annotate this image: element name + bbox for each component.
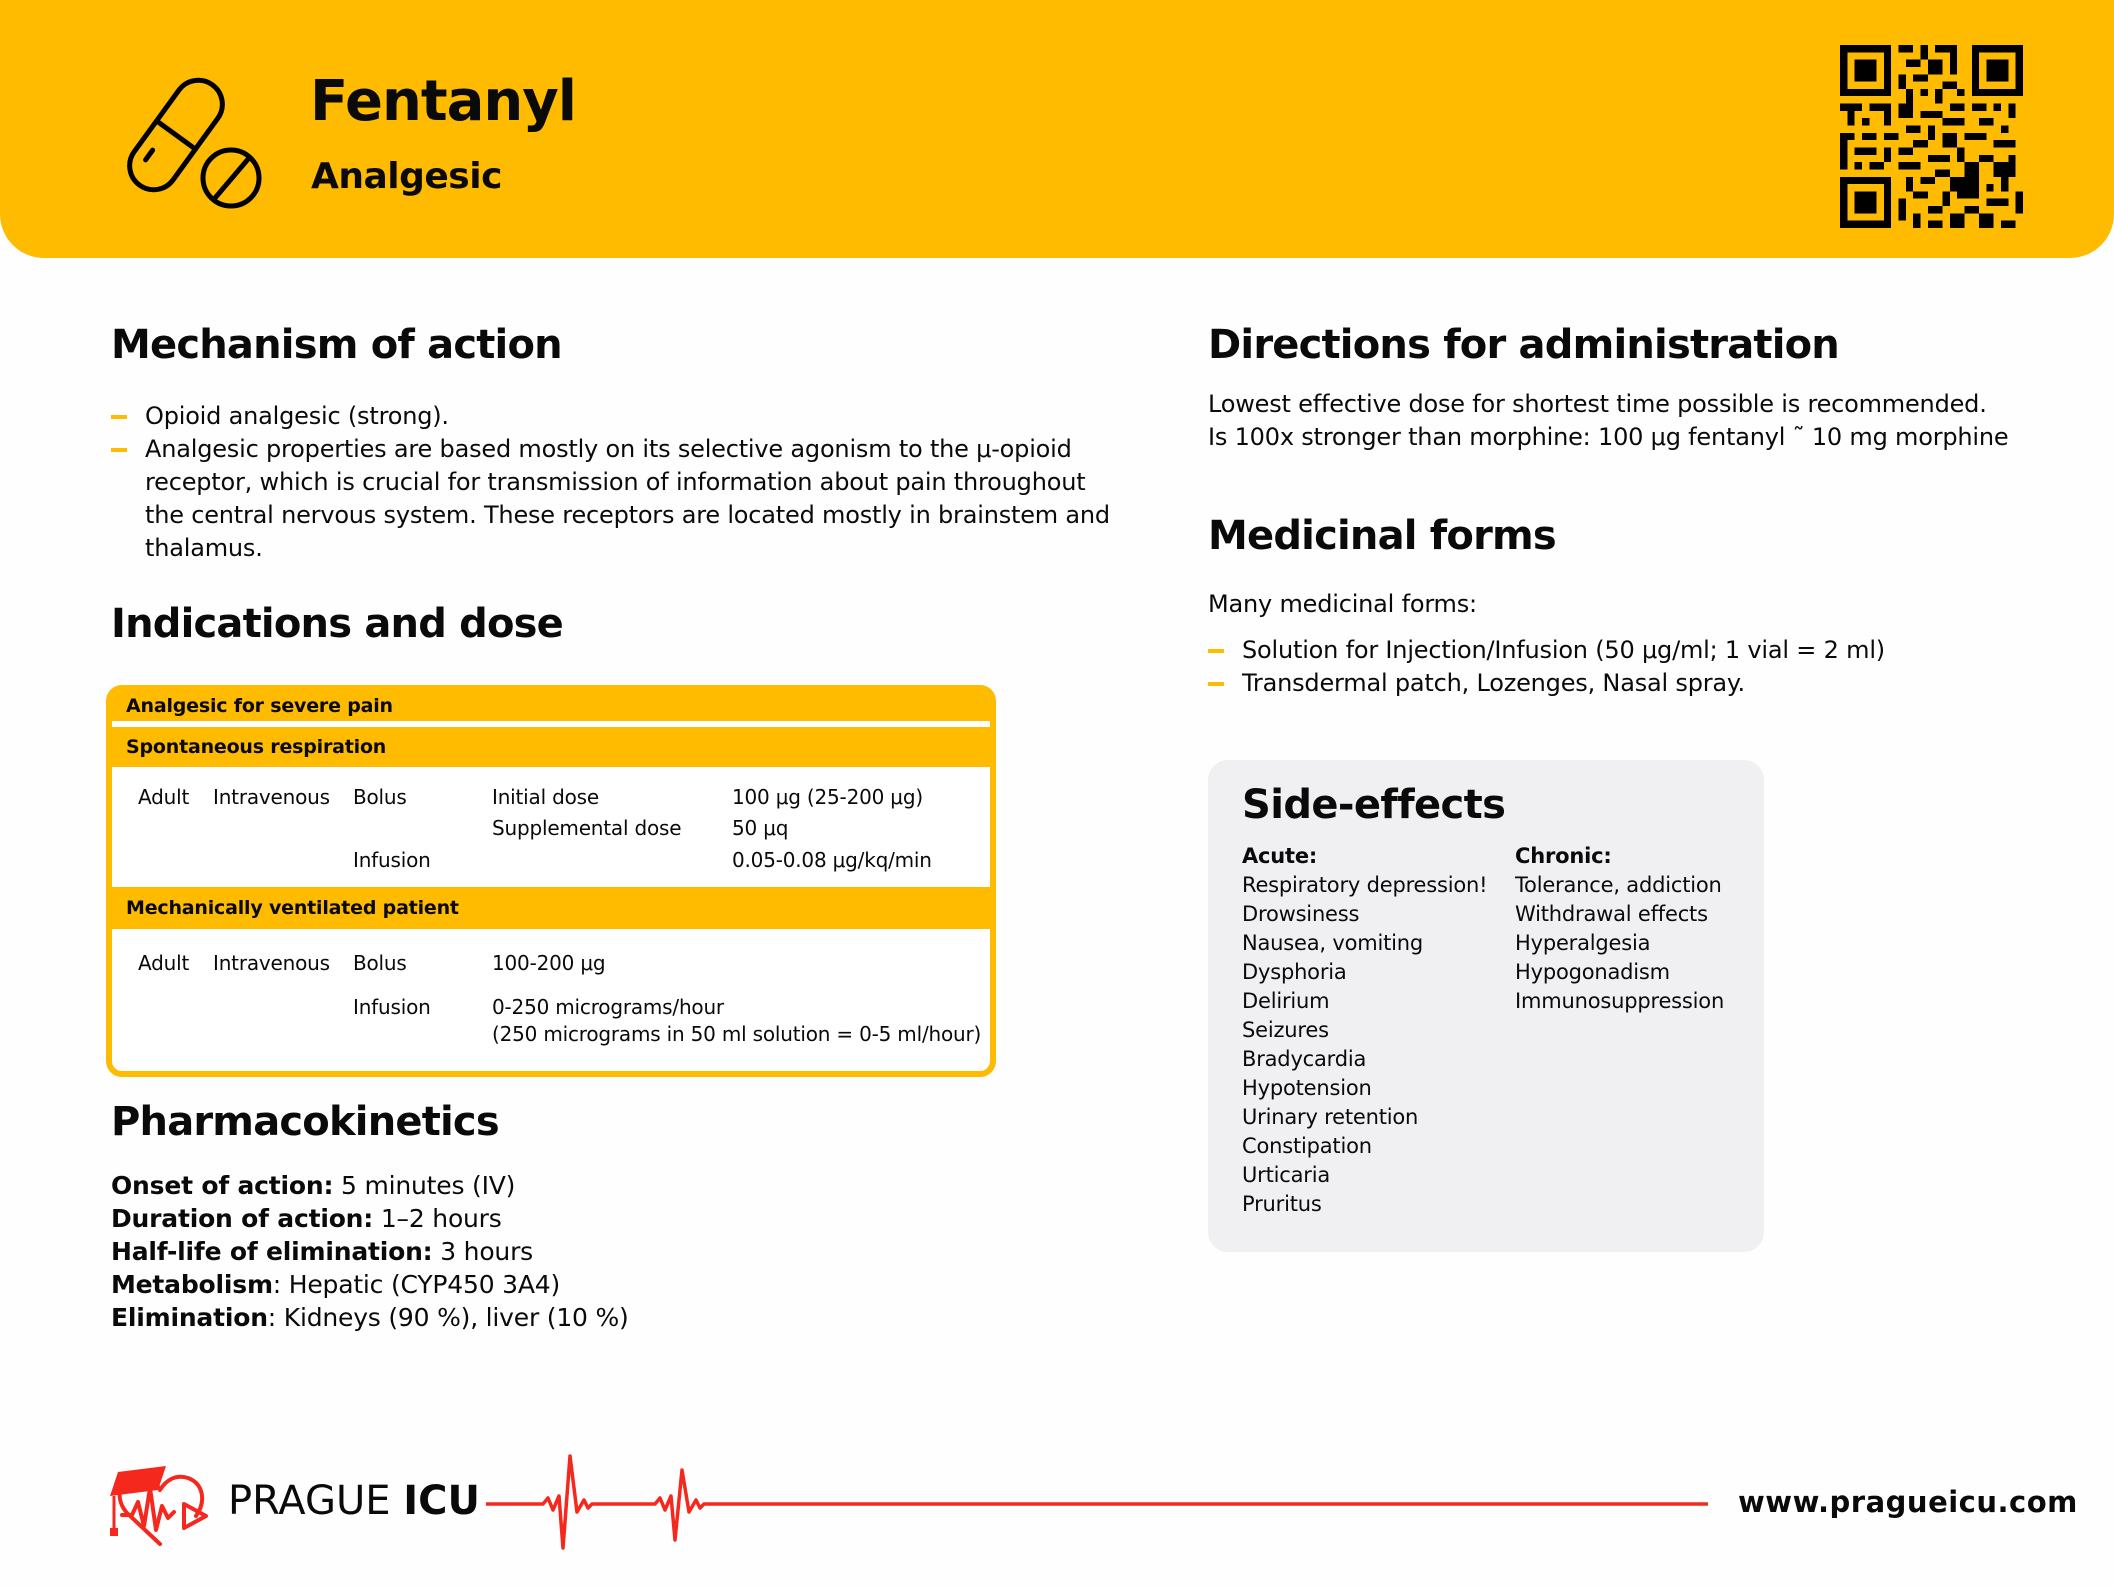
cell-dose: 0-250 micrograms/hour xyxy=(492,995,724,1019)
table-title: Analgesic for severe pain xyxy=(112,691,990,727)
list-item: Urinary retention xyxy=(1242,1105,1419,1129)
cell-patient: Adult xyxy=(138,951,190,975)
list-item: Drowsiness xyxy=(1242,902,1360,926)
header-banner xyxy=(0,0,2114,258)
group-header-ventilated: Mechanically ventilated patient xyxy=(112,887,990,929)
cell-dose: 50 μq xyxy=(732,816,789,840)
pill-capsule-icon xyxy=(118,72,268,212)
pk-item-onset: Onset of action: 5 minutes (IV) xyxy=(111,1171,516,1200)
list-item: Delirium xyxy=(1242,989,1330,1013)
pk-item-half-life: Half-life of elimination: 3 hours xyxy=(111,1237,533,1266)
list-item: Nausea, vomiting xyxy=(1242,931,1424,955)
qr-code-icon[interactable] xyxy=(1840,45,2023,228)
indications-heading: Indications and dose xyxy=(111,601,564,647)
forms-intro: Many medicinal forms: xyxy=(1208,590,1477,618)
list-item: Seizures xyxy=(1242,1018,1329,1042)
mechanism-heading: Mechanism of action xyxy=(111,322,562,368)
bullet-dash-icon xyxy=(1208,649,1224,653)
cell-dose: 100-200 μg xyxy=(492,951,606,975)
drug-title: Fentanyl xyxy=(310,69,576,134)
list-item: Dysphoria xyxy=(1242,960,1347,984)
list-item: Constipation xyxy=(1242,1134,1372,1158)
list-item: Solution for Injection/Infusion (50 μg/ml; 1 vial = 2 ml) xyxy=(1208,634,2068,667)
list-item: Withdrawal effects xyxy=(1515,902,1708,926)
cell-dose-type: Initial dose xyxy=(492,785,599,809)
list-item: Transdermal patch, Lozenges, Nasal spray. xyxy=(1208,667,2068,700)
list-item: Hypogonadism xyxy=(1515,960,1670,984)
pk-item-elimination: Elimination: Kidneys (90 %), liver (10 %) xyxy=(111,1303,629,1332)
cell-method: Bolus xyxy=(353,785,407,809)
cell-route: Intravenous xyxy=(213,951,330,975)
side-effects-panel xyxy=(1208,760,1764,1252)
cell-dose-note: (250 micrograms in 50 ml solution = 0-5 ml/hour) xyxy=(492,1022,982,1046)
cell-method: Infusion xyxy=(353,995,431,1019)
list-item: Urticaria xyxy=(1242,1163,1331,1187)
acute-label: Acute: xyxy=(1242,844,1318,868)
bullet-dash-icon xyxy=(1208,682,1224,686)
chronic-column xyxy=(1515,842,1724,1016)
group-body-ventilated xyxy=(112,929,990,1069)
list-item: Analgesic properties are based mostly on its selective agonism to the μ-opioid receptor, which is crucial for transmission of information about pain throughout the central nervous system. These receptors are located mostly in brainstem and thalamus. xyxy=(111,433,1131,565)
cell-method: Bolus xyxy=(353,951,407,975)
cell-patient: Adult xyxy=(138,785,190,809)
footer-brand: PRAGUE ICU xyxy=(228,1478,480,1524)
prague-icu-logo-icon xyxy=(108,1460,213,1548)
cell-dose: 0.05-0.08 μg/kq/min xyxy=(732,848,932,872)
group-header-spontaneous: Spontaneous respiration xyxy=(112,727,990,767)
cell-dose: 100 μg (25-200 μg) xyxy=(732,785,923,809)
list-item: Bradycardia xyxy=(1242,1047,1367,1071)
directions-heading: Directions for administration xyxy=(1208,322,1839,368)
cell-route: Intravenous xyxy=(213,785,330,809)
cell-dose-type: Supplemental dose xyxy=(492,816,682,840)
forms-heading: Medicinal forms xyxy=(1208,513,1556,559)
directions-text: Lowest effective dose for shortest time possible is recommended. Is 100x stronger than morphine: 100 μg fentanyl ˜ 10 mg morphine xyxy=(1208,390,2009,451)
pharmacokinetics-heading: Pharmacokinetics xyxy=(111,1099,499,1145)
list-item: Tolerance, addiction xyxy=(1515,873,1722,897)
website-link[interactable]: www.pragueicu.com xyxy=(1738,1485,2078,1519)
pk-item-duration: Duration of action: 1–2 hours xyxy=(111,1204,502,1233)
list-item: Pruritus xyxy=(1242,1192,1322,1216)
list-item: Respiratory depression! xyxy=(1242,873,1488,897)
cell-method: Infusion xyxy=(353,848,431,872)
list-item: Immunosuppression xyxy=(1515,989,1725,1013)
drug-class: Analgesic xyxy=(311,156,502,197)
list-item: Hypotension xyxy=(1242,1076,1372,1100)
group-body-spontaneous xyxy=(112,767,990,887)
pharmacokinetics-list xyxy=(111,1169,629,1334)
bullet-dash-icon xyxy=(111,448,127,452)
side-effects-heading: Side-effects xyxy=(1242,782,1506,828)
acute-column xyxy=(1242,842,1487,1219)
forms-list xyxy=(1208,634,2068,700)
list-item: Opioid analgesic (strong). xyxy=(111,400,1131,433)
list-item: Hyperalgesia xyxy=(1515,931,1651,955)
mechanism-list xyxy=(111,400,1131,565)
ecg-line-icon xyxy=(480,1440,1720,1560)
chronic-label: Chronic: xyxy=(1515,844,1612,868)
dose-table xyxy=(106,685,996,1077)
bullet-dash-icon xyxy=(111,415,127,419)
pk-item-metabolism: Metabolism: Hepatic (CYP450 3A4) xyxy=(111,1270,561,1299)
